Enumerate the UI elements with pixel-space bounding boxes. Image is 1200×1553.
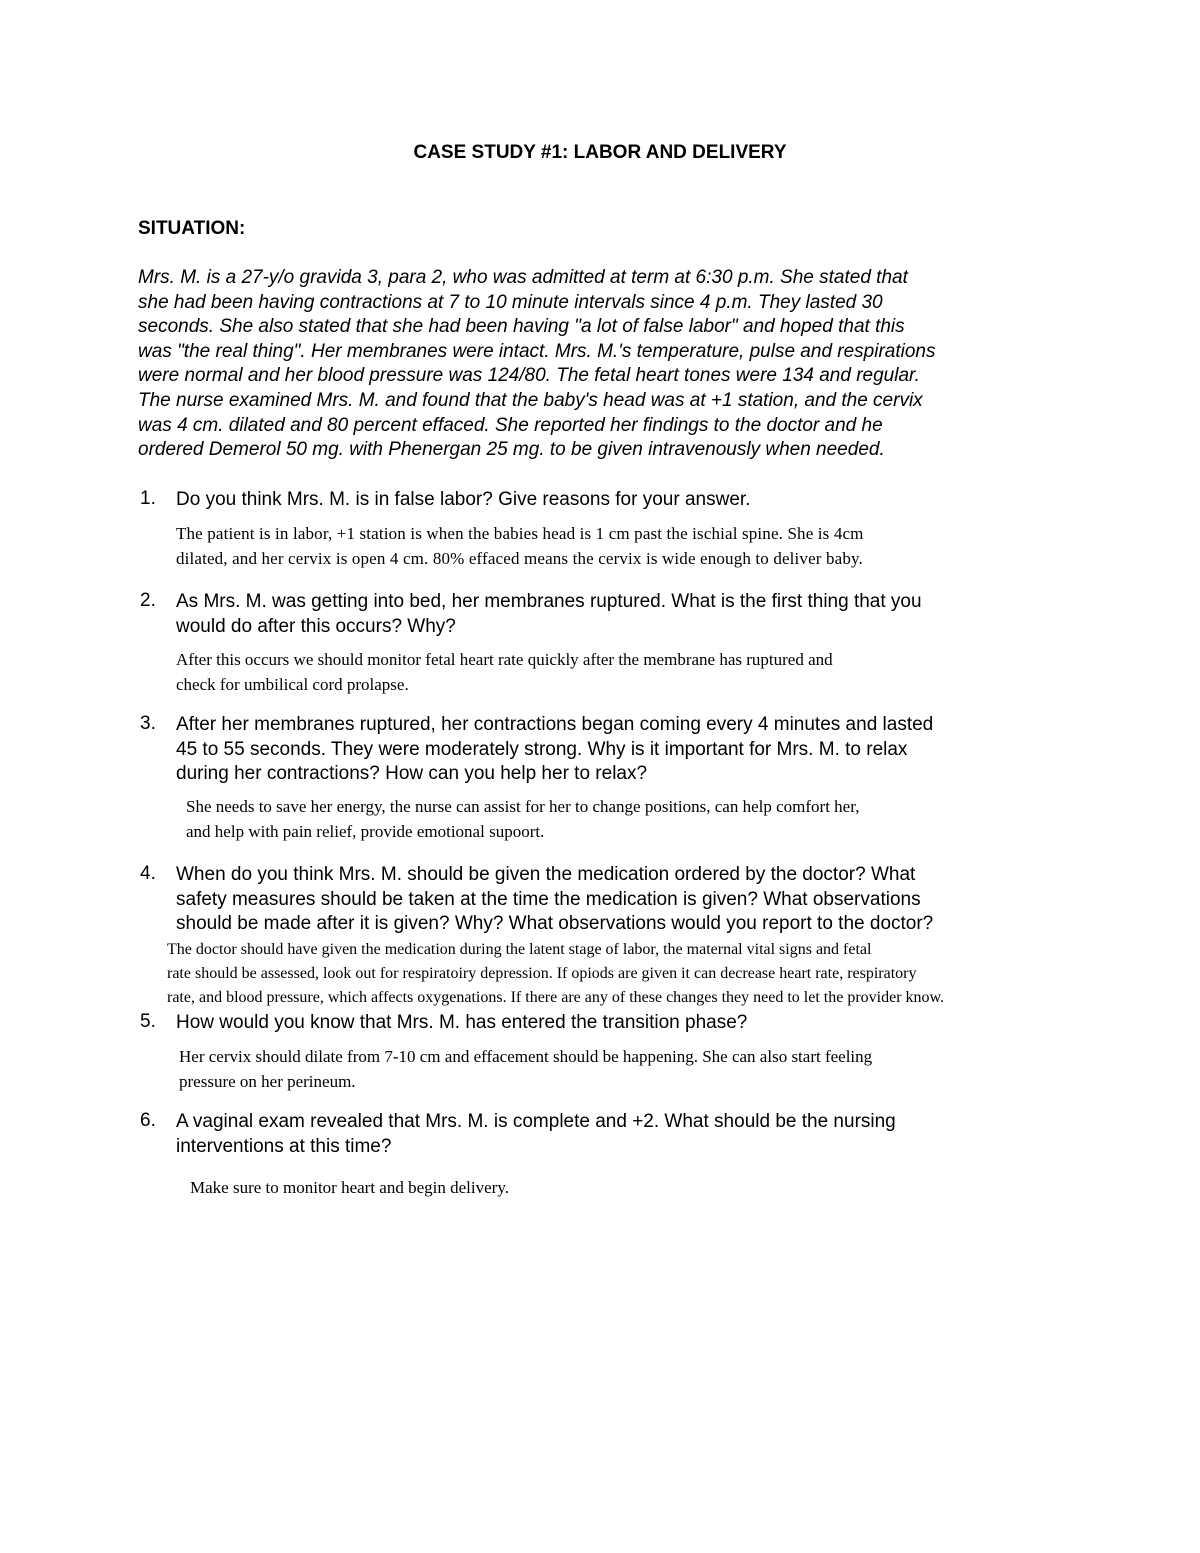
answer-line: rate, and blood pressure, which affects oxygenations. If there are any of these changes they need to let the provider know.	[167, 989, 945, 1006]
answer-line: Her cervix should dilate from 7-10 cm and effacement should be happening. She can also start feeling	[179, 1047, 873, 1066]
situation-line: was 4 cm. dilated and 80 percent effaced. She reported her findings to the doctor and he	[138, 414, 883, 436]
answer-text	[186, 794, 859, 844]
answer-text	[190, 1175, 509, 1200]
answer-line: pressure on her perineum.	[179, 1072, 356, 1091]
answer-text	[176, 521, 864, 571]
answer-text	[167, 938, 944, 1010]
question-line: As Mrs. M. was getting into bed, her membranes ruptured. What is the first thing that you	[176, 591, 922, 612]
situation-line: seconds. She also stated that she had been having "a lot of false labor" and hoped that this	[138, 316, 905, 338]
answer-text	[176, 647, 833, 697]
situation-line: Mrs. M. is a 27-y/o gravida 3, para 2, who was admitted at term at 6:30 p.m. She stated that	[138, 267, 908, 288]
question-text	[176, 590, 922, 639]
question-number: 1.	[140, 488, 156, 509]
question-line: How would you know that Mrs. M. has entered the transition phase?	[176, 1012, 748, 1033]
question-line: should be made after it is given? Why? What observations would you report to the doctor?	[176, 913, 934, 934]
question-line: would do after this occurs? Why?	[176, 615, 456, 637]
situation-line: The nurse examined Mrs. M. and found that the baby's head was at +1 station, and the cervix	[138, 389, 923, 411]
answer-line: The patient is in labor, +1 station is when the babies head is 1 cm past the ischial spine. She is 4cm	[176, 524, 864, 543]
question-line: safety measures should be taken at the time the medication is given? What observations	[176, 888, 921, 910]
question-line: Do you think Mrs. M. is in false labor? Give reasons for your answer.	[176, 489, 751, 510]
question-text	[176, 488, 750, 513]
situation-line: she had been having contractions at 7 to 10 minute intervals since 4 p.m. They lasted 30	[138, 291, 883, 313]
answer-line: Make sure to monitor heart and begin delivery.	[190, 1178, 509, 1197]
question-number: 3.	[140, 713, 156, 734]
situation-line: was "the real thing". Her membranes were intact. Mrs. M.'s temperature, pulse and respirations	[138, 340, 936, 362]
question-number: 4.	[140, 863, 156, 884]
question-number: 2.	[140, 590, 156, 611]
situation-paragraph	[138, 266, 1078, 463]
answer-line: After this occurs we should monitor fetal heart rate quickly after the membrane has ruptured and	[176, 650, 833, 669]
question-line: A vaginal exam revealed that Mrs. M. is complete and +2. What should be the nursing	[176, 1111, 896, 1132]
answer-line: She needs to save her energy, the nurse can assist for her to change positions, can help comfort her,	[186, 797, 860, 816]
question-number: 6.	[140, 1110, 156, 1131]
answer-text	[179, 1044, 872, 1094]
situation-heading: SITUATION:	[138, 218, 246, 239]
question-line: interventions at this time?	[176, 1135, 392, 1157]
answer-line: and help with pain relief, provide emotional supoort.	[186, 822, 545, 841]
document-title: CASE STUDY #1: LABOR AND DELIVERY	[413, 142, 787, 163]
question-text	[176, 1110, 896, 1159]
question-line: When do you think Mrs. M. should be given the medication ordered by the doctor? What	[176, 864, 916, 885]
question-text	[176, 713, 933, 787]
question-number: 5.	[140, 1011, 156, 1032]
situation-line: ordered Demerol 50 mg. with Phenergan 25 mg. to be given intravenously when needed.	[138, 439, 885, 461]
question-text	[176, 863, 933, 937]
question-line: during her contractions? How can you help her to relax?	[176, 763, 648, 784]
answer-line: check for umbilical cord prolapse.	[176, 675, 409, 694]
question-line: 45 to 55 seconds. They were moderately strong. Why is it important for Mrs. M. to relax	[176, 738, 908, 760]
answer-line: rate should be assessed, look out for respiratoiry depression. If opiods are given it can decrease heart rate, respiratory	[167, 965, 917, 982]
situation-line: were normal and her blood pressure was 124/80. The fetal heart tones were 134 and regular.	[138, 365, 920, 387]
answer-line: The doctor should have given the medication during the latent stage of labor, the maternal vital signs and fetal	[167, 941, 872, 958]
question-line: After her membranes ruptured, her contractions began coming every 4 minutes and lasted	[176, 714, 934, 735]
answer-line: dilated, and her cervix is open 4 cm. 80% effaced means the cervix is wide enough to deliver baby.	[176, 549, 863, 568]
question-text	[176, 1011, 747, 1036]
